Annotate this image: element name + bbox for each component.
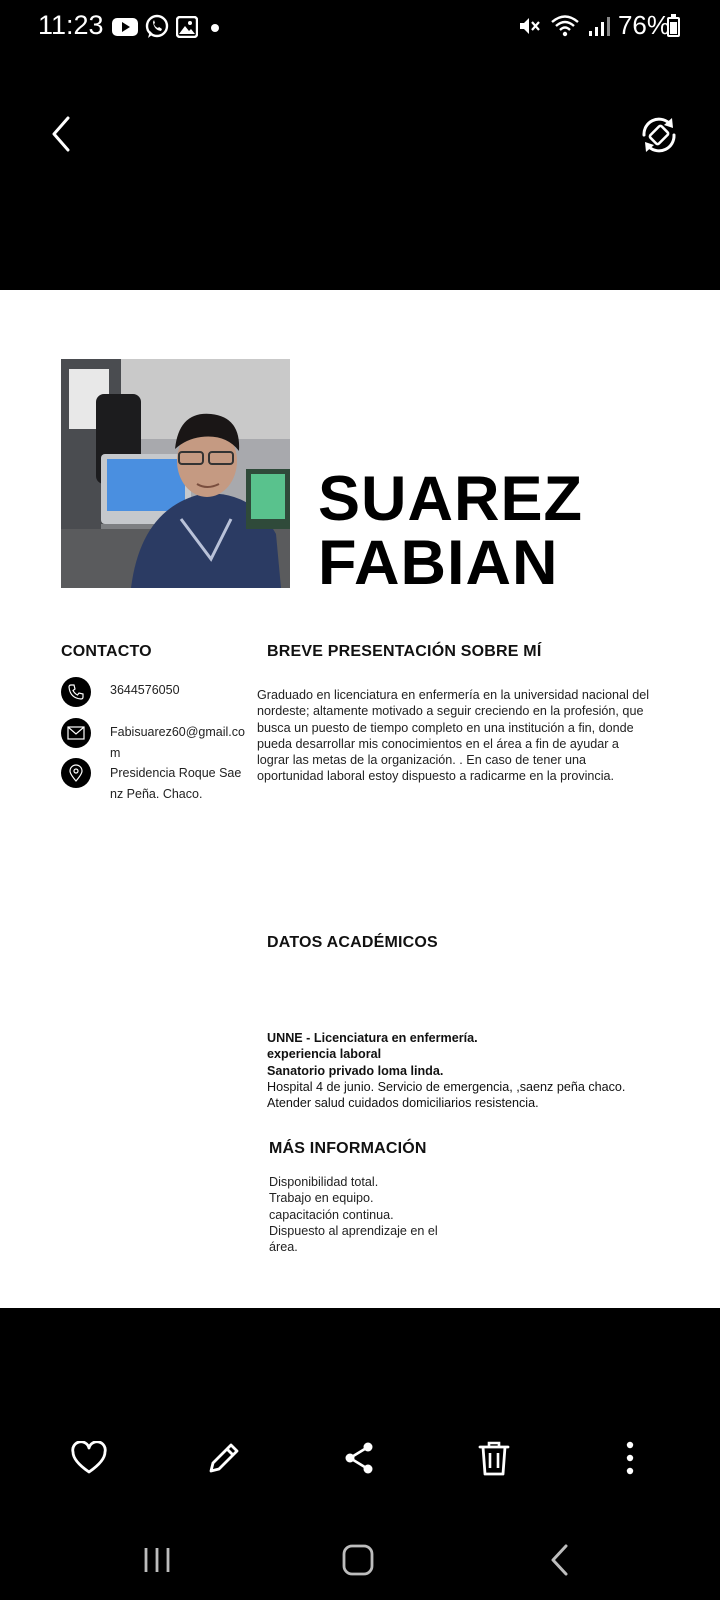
dot-icon (204, 17, 222, 37)
contact-address: Presidencia Roque Saenz Peña. Chaco. (110, 766, 242, 801)
youtube-icon (112, 17, 138, 37)
status-time: 11:23 (38, 10, 104, 40)
back-button[interactable] (42, 114, 82, 154)
gallery-icon (176, 16, 198, 38)
presentation-text: Graduado en licenciatura en enfermería en la universidad nacional del nordeste; altamente motivado a seguir creciendo en la profesión, que busca un puesto de tiempo completo en una institución a fin, donde pueda desarrollar mis conocimientos en el área a fin de ayudar a lograr las metas de la organización. . En caso de tener una oportunidad laboral estoy dispuesto a radicarme en la provincia. (257, 688, 650, 784)
delete-icon (477, 1439, 511, 1477)
academic-block (267, 1030, 667, 1111)
rotate-button[interactable] (636, 112, 682, 158)
mute-icon (518, 15, 542, 37)
contact-email: Fabisuarez60@gmail.com (110, 725, 245, 760)
top-bar (0, 100, 720, 170)
delete-button[interactable] (472, 1436, 516, 1480)
more-info-title: MÁS INFORMACIÓN (269, 1140, 427, 1157)
more-info-line-1: Disponibilidad total. (269, 1175, 379, 1189)
more-options-button[interactable] (608, 1436, 652, 1480)
phone-icon (61, 677, 91, 707)
presentation-title: BREVE PRESENTACIÓN SOBRE MÍ (267, 643, 542, 660)
academic-line-4: Hospital 4 de junio. Servicio de emergencia, ,saenz peña chaco. (267, 1079, 626, 1094)
more-info-line-4: Dispuesto al aprendizaje en el área. (269, 1223, 438, 1255)
academic-line-2: experiencia laboral (267, 1047, 382, 1062)
contact-title: CONTACTO (61, 643, 152, 660)
recents-icon (142, 1545, 172, 1575)
navigation-bar (0, 1520, 720, 1600)
share-icon (341, 1440, 377, 1476)
edit-icon (205, 1439, 243, 1477)
profile-photo-image (61, 359, 290, 588)
recents-button[interactable] (135, 1540, 179, 1580)
favorite-button[interactable] (67, 1436, 111, 1480)
academic-line-1: UNNE - Licenciatura en enfermería. (267, 1031, 478, 1045)
contact-phone: 3644576050 (110, 683, 180, 697)
profile-photo (61, 359, 290, 588)
home-button[interactable] (336, 1540, 380, 1580)
back-icon (42, 114, 82, 154)
academic-title: DATOS ACADÉMICOS (267, 934, 438, 951)
more-info-line-2: Trabajo en equipo. (269, 1191, 374, 1206)
battery-icon (667, 17, 680, 37)
cv-document[interactable] (0, 290, 720, 1308)
academic-line-5: Atender salud cuidados domiciliarios resistencia. (267, 1096, 539, 1111)
status-right (518, 10, 670, 41)
battery-fill (670, 22, 677, 34)
more-info-block (269, 1174, 444, 1255)
email-icon (61, 718, 91, 748)
home-icon (341, 1543, 375, 1577)
notification-icons (112, 14, 222, 40)
academic-line-3: Sanatorio privado loma linda. (267, 1063, 444, 1078)
heart-icon (70, 1441, 108, 1475)
share-button[interactable] (337, 1436, 381, 1480)
back-nav-button[interactable] (538, 1540, 582, 1580)
more-info-line-3: capacitación continua. (269, 1207, 394, 1222)
edit-button[interactable] (202, 1436, 246, 1480)
status-bar (0, 0, 720, 52)
rotate-icon (636, 112, 682, 158)
bottom-toolbar (0, 1420, 720, 1496)
more-icon (625, 1440, 635, 1476)
location-icon (61, 758, 91, 788)
wifi-icon (550, 14, 580, 38)
name-line-1: SUAREZ (318, 464, 584, 534)
signal-icon (588, 15, 610, 37)
back-nav-icon (548, 1543, 572, 1577)
battery-percent: 76% (617, 10, 670, 40)
name-line-2: FABIAN (318, 528, 559, 598)
whatsapp-icon (144, 14, 170, 40)
